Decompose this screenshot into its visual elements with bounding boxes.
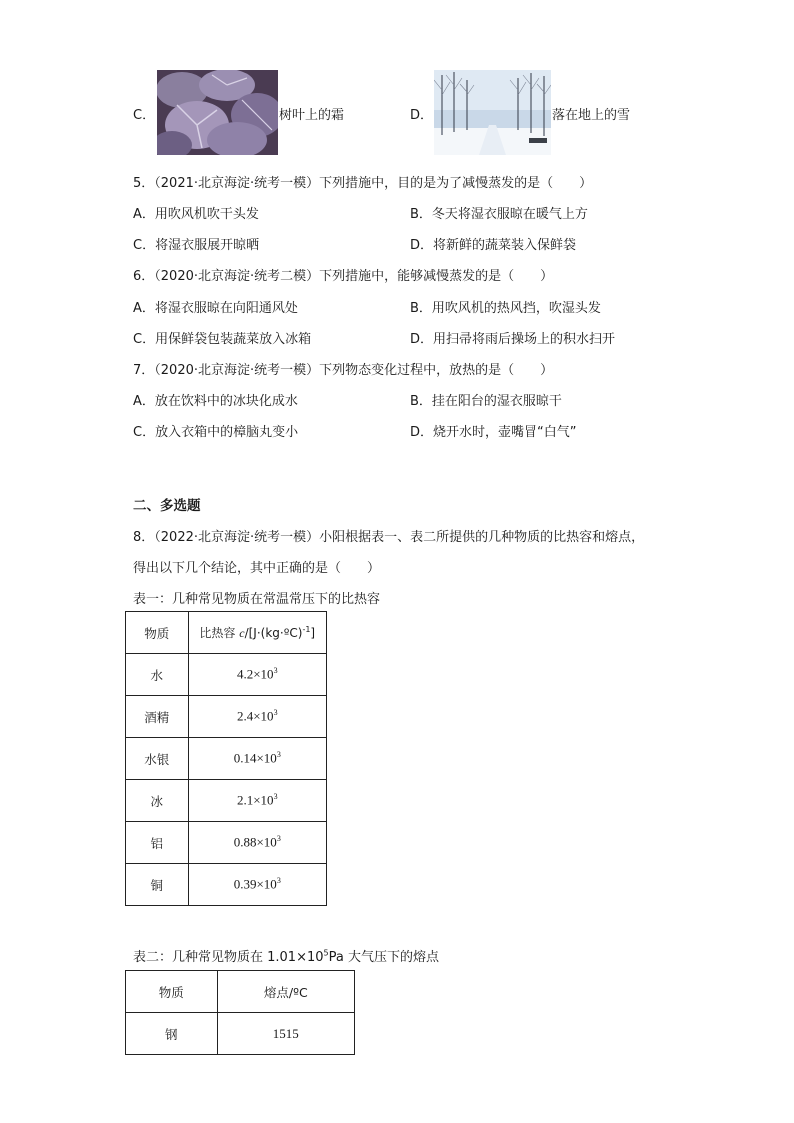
option-c-text: 树叶上的霜 [279,108,345,123]
table-row [126,864,327,906]
q6-option-d: D．用扫帚将雨后操场上的积水扫开 [410,332,616,347]
melting-point-table [125,970,355,1055]
table-row [126,822,327,864]
q5-option-c: C．将湿衣服展开晾晒 [133,238,260,253]
value-exp: 3 [276,876,281,886]
header-c-prefix: 比热容 [199,626,240,640]
substance-cell: 酒精 [126,696,189,738]
header-substance: 物质 [126,971,218,1013]
q6-stem: 6．（2020·北京海淀·统考二模）下列措施中，能够减慢蒸发的是（ ） [133,269,554,284]
q7-stem: 7．（2020·北京海淀·统考一模）下列物态变化过程中，放热的是（ ） [133,363,554,378]
value-exp: 3 [276,750,281,760]
table-header-row [126,612,327,654]
header-specific-heat [188,612,326,654]
header-c-close: ] [310,626,316,640]
value-cell: 1515 [217,1013,354,1055]
frost-leaves-image [157,70,278,155]
value-mantissa: 2.4×10 [236,708,274,724]
option-d-label: D． [410,108,434,123]
substance-cell: 铝 [126,822,189,864]
header-melting-point: 熔点/ºC [217,971,354,1013]
option-c-label: C． [133,108,156,123]
q7-option-a: A．放在饮料中的冰块化成水 [133,394,298,409]
q6-option-a: A．将湿衣服晾在向阳通风处 [133,301,298,316]
table-row [126,780,327,822]
table2-caption [133,946,439,965]
q5-option-a: A．用吹风机吹干头发 [133,207,259,222]
q5-option-b: B．冬天将湿衣服晾在暖气上方 [410,207,588,222]
substance-cell: 冰 [126,780,189,822]
value-mantissa: 0.14×10 [233,750,277,766]
value-cell [188,696,326,738]
q6-option-b: B．用吹风机的热风挡，吹湿头发 [410,301,601,316]
value-cell [188,822,326,864]
frost-leaves-drawing [157,70,278,155]
substance-cell: 水 [126,654,189,696]
header-c-unit: /[J·(kg·ºC) [244,626,303,640]
value-mantissa: 4.2×10 [236,666,274,682]
q7-option-c: C．放入衣箱中的樟脑丸变小 [133,425,299,440]
specific-heat-table [125,611,327,906]
section-heading: 二、多选题 [133,498,201,514]
q8-stem-line2: 得出以下几个结论，其中正确的是（ ） [133,561,381,576]
q5-option-d: D．将新鲜的蔬菜装入保鲜袋 [410,238,577,253]
value-cell [188,738,326,780]
table-row [126,696,327,738]
table-header-row [126,971,355,1013]
value-cell [188,654,326,696]
table-row [126,654,327,696]
value-cell [188,780,326,822]
value-mantissa: 0.39×10 [233,876,277,892]
substance-cell: 钢 [126,1013,218,1055]
header-c-exp: -1 [302,625,311,634]
table1-caption: 表一：几种常见物质在常温常压下的比热容 [133,592,381,607]
q8-stem-line1: 8．（2022·北京海淀·统考一模）小阳根据表一、表二所提供的几种物质的比热容和熔点， [133,530,645,545]
value-exp: 3 [273,792,278,802]
snowy-park-image [434,70,551,155]
value-exp: 3 [273,708,278,718]
value-exp: 3 [273,666,278,676]
value-mantissa: 2.1×10 [236,792,274,808]
substance-cell: 铜 [126,864,189,906]
table2-caption-suffix: Pa 大气压下的熔点 [328,950,439,965]
value-mantissa: 0.88×10 [233,834,277,850]
substance-cell: 水银 [126,738,189,780]
snowy-park-drawing [434,70,551,155]
value-exp: 3 [276,834,281,844]
q7-option-d: D．烧开水时，壶嘴冒“白气” [410,425,577,440]
option-d-text: 落在地上的雪 [552,108,631,123]
header-c-var: c [239,626,245,640]
table2-caption-prefix: 表二：几种常见物质在 1.01×10 [133,950,324,965]
table2-caption-exp: 5 [323,948,329,958]
q6-option-c: C．用保鲜袋包装蔬菜放入冰箱 [133,332,312,347]
header-substance: 物质 [126,612,189,654]
q7-option-b: B．挂在阳台的湿衣服晾干 [410,394,562,409]
value-cell [188,864,326,906]
q5-stem: 5．（2021·北京海淀·统考一模）下列措施中，目的是为了减慢蒸发的是（ ） [133,176,593,191]
table-row [126,738,327,780]
table-row [126,1013,355,1055]
